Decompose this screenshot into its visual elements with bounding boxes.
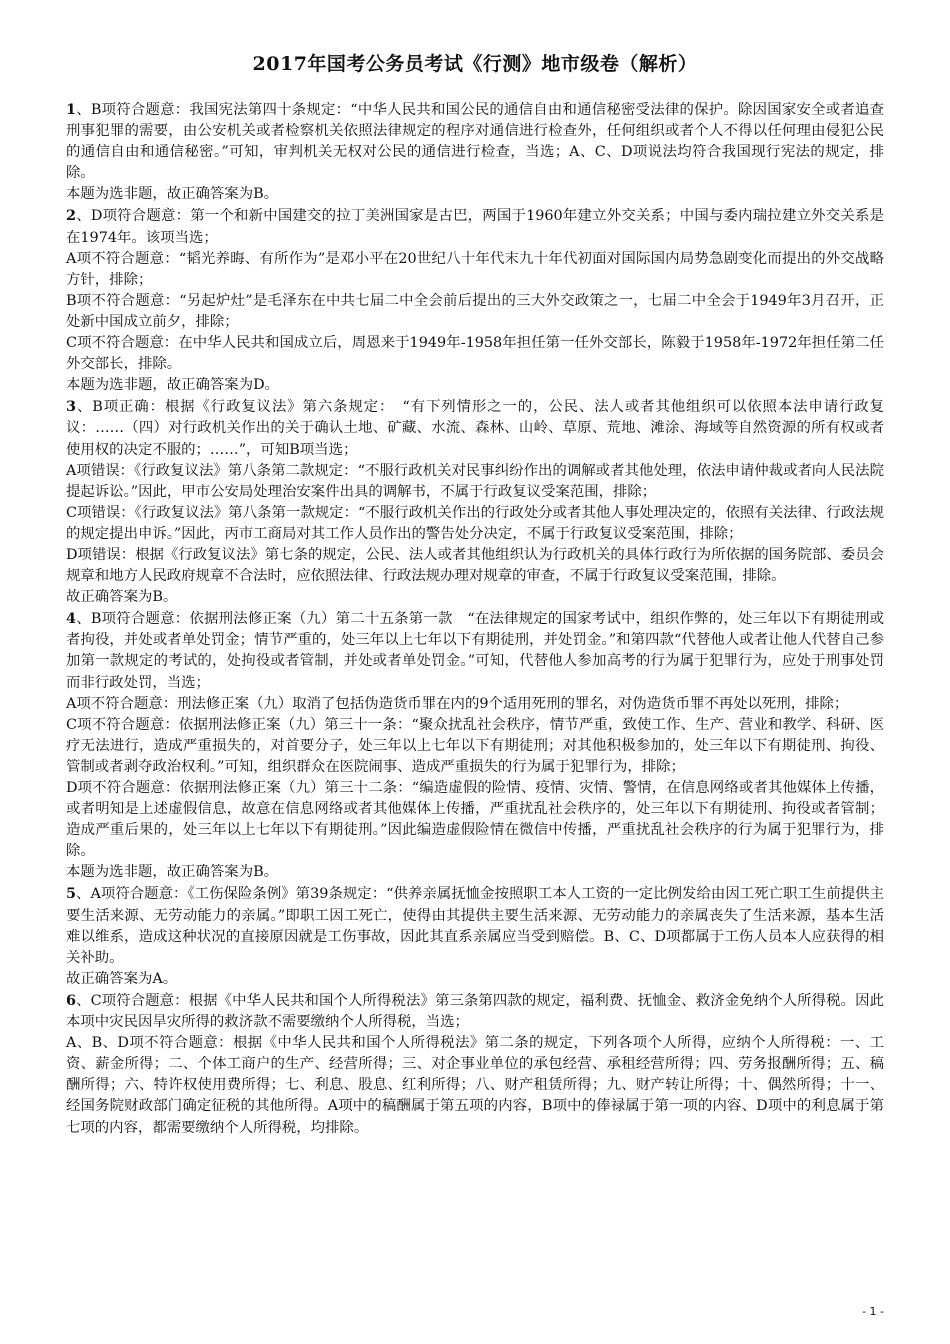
- paragraph-text: A项错误：《行政复议法》第八条第二款规定：“不服行政机关对民事纠纷作出的调解或者其他处理，依法申请仲裁或者向人民法院提起诉讼。”因此，甲市公安局处理治安案件出具的调解书，不属于行政复议受案范围，排除；: [66, 462, 884, 500]
- paragraph-text: 故正确答案为A。: [66, 970, 178, 987]
- paragraph: [66, 291, 884, 333]
- question-number: 6: [66, 991, 77, 1009]
- paragraph-text: 、B项正确：根据《行政复议法》第六条规定： “有下列情形之一的，公民、法人或者其他组织可以依照本法申请行政复议：……（四）对行政机关作出的关于确认土地、矿藏、水流、森林、山岭、草原、荒地、滩涂、海域等自然资源的所有权或者使用权的决定不服的；……”，可知B项当选；: [66, 399, 884, 458]
- paragraph: [66, 969, 884, 990]
- paragraph: [66, 990, 884, 1033]
- paragraph: [66, 396, 884, 460]
- paragraph-text: D项错误：根据《行政复议法》第七条的规定，公民、法人或者其他组织认为行政机关的具体行政行为所依据的国务院部、委员会规章和地方人民政府规章不合法时，应依照法律、行政法规办理对规章的审查，不属于行政复议受案范围，排除。: [66, 546, 884, 585]
- paragraph-text: 本题为选非题，故正确答案为D。: [66, 377, 280, 394]
- paragraph: [66, 375, 884, 396]
- paragraph: [66, 99, 884, 184]
- paragraph-text: C项不符合题意：在中华人民共和国成立后，周恩来于1949年-1958年担任第一任外交部长，陈毅于1958年-1972年担任第二任外交部长，排除。: [66, 335, 884, 373]
- paragraph: [66, 184, 884, 205]
- paragraph: [66, 545, 884, 587]
- paragraph-text: D项不符合题意：依据刑法修正案（九）第三十二条：“编造虚假的险情、疫情、灾情、警情，在信息网络或者其他媒体上传播，或者明知是上述虚假信息，故意在信息网络或者其他媒体上传播，严重扰乱社会秩序的，处三年以下有期徒刑、拘役或者管制；造成严重后果的，处三年以上七年以下有期徒刑。”因此编造虚假险情在微信中传播，严重扰乱社会秩序的行为属于犯罪行为，排除。: [66, 780, 884, 860]
- paragraph-text: 本题为选非题，故正确答案为B。: [66, 864, 279, 881]
- paragraph-text: 本题为选非题，故正确答案为B。: [66, 186, 279, 203]
- paragraph-text: C项错误：《行政复议法》第八条第一款规定：“不服行政机关作出的行政处分或者其他人事处理决定的，依照有关法律、行政法规的规定提出申诉。”因此，丙市工商局对其工作人员作出的警告处分决定，不属于行政复议受案范围，排除；: [66, 504, 884, 542]
- paragraph: [66, 1033, 884, 1138]
- paragraph: [66, 608, 884, 693]
- paragraph: [66, 587, 884, 608]
- paragraph: [66, 883, 884, 968]
- paragraph-text: 、B项符合题意：依据刑法修正案（九）第二十五条第一款 “在法律规定的国家考试中，组织作弊的，处三年以下有期徒刑或者拘役，并处或者单处罚金；情节严重的，处三年以上七年以下有期徒刑，并处罚金。”和第四款“代替他人或者让他人代替自己参加第一款规定的考试的，处拘役或者管制，并处或者单处罚金。”可知，代替他人参加高考的行为属于犯罪行为，应处于刑事处罚而非行政处罚，当选；: [66, 611, 884, 691]
- paragraph-text: C项不符合题意：依据刑法修正案（九）第三十一条：“聚众扰乱社会秩序，情节严重，致使工作、生产、营业和教学、科研、医疗无法进行，造成严重损失的，对首要分子，处三年以上七年以下有期徒刑；对其他积极参加的，处三年以下有期徒刑、拘役、管制或者剥夺政治权利。”可知，组织群众在医院闹事、造成严重损失的行为属于犯罪行为，排除；: [66, 716, 884, 775]
- page-number: - 1 -: [862, 1305, 884, 1318]
- paragraph-text: 、B项符合题意：我国宪法第四十条规定：“中华人民共和国公民的通信自由和通信秘密受法律的保护。除因国家安全或者追查刑事犯罪的需要，由公安机关或者检察机关依照法律规定的程序对通信进行检查外，任何组织或者个人不得以任何理由侵犯公民的通信自由和通信秘密。”可知，审判机关无权对公民的通信进行检查，当选；A、C、D项说法均符合我国现行宪法的规定，排除。: [66, 102, 884, 182]
- document-body: [66, 99, 884, 1139]
- paragraph-text: 、D项符合题意：第一个和新中国建交的拉丁美洲国家是古巴，两国于1960年建立外交关系；中国与委内瑞拉建立外交关系是在1974年。该项当选；: [66, 208, 884, 246]
- page-title: 2017年国考公务员考试《行测》地市级卷（解析）: [252, 53, 698, 75]
- paragraph: [66, 694, 884, 715]
- question-number: 2: [66, 207, 77, 225]
- paragraph-text: B项不符合题意：“另起炉灶”是毛泽东在中共七届二中全会前后提出的三大外交政策之一，七届二中全会于1949年3月召开，正处新中国成立前夕，排除；: [66, 292, 884, 330]
- question-number: 1: [66, 101, 77, 118]
- paragraph: [66, 461, 884, 503]
- paragraph: [66, 205, 884, 248]
- question-number: 4: [66, 610, 77, 628]
- paragraph-text: 、A项符合题意：《工伤保险条例》第39条规定：“供养亲属抚恤金按照职工本人工资的一定比例发给由因工死亡职工生前提供主要生活来源、无劳动能力的亲属。”即职工因工死亡，使得由其提供主要生活来源、无劳动能力的亲属丧失了生活来源，基本生活难以维系，造成这种状况的直接原因就是工伤事故，因此其直系亲属应当受到赔偿。B、C、D项都属于工伤人员本人应获得的相关补助。: [66, 886, 884, 966]
- paragraph-text: A项不符合题意：“韬光养晦、有所作为”是邓小平在20世纪八十年代末九十年代初面对国际国内局势急剧变化而提出的外交战略方针，排除；: [66, 250, 884, 288]
- paragraph: [66, 862, 884, 883]
- paragraph-text: 故正确答案为B。: [66, 589, 178, 606]
- paragraph: [66, 503, 884, 545]
- paragraph: [66, 249, 884, 291]
- paragraph-text: 、C项符合题意：根据《中华人民共和国个人所得税法》第三条第四款的规定，福利费、抚恤金、救济金免纳个人所得税。因此本项中灾民因旱灾所得的救济款不需要缴纳个人所得税，当选；: [66, 992, 884, 1031]
- paragraph-text: A、B、D项不符合题意：根据《中华人民共和国个人所得税法》第二条的规定，下列各项个人所得，应纳个人所得税：一、工资、薪金所得；二、个体工商户的生产、经营所得；三、对企事业单位的承包经营、承租经营所得；四、劳务报酬所得；五、稿酬所得；六、特许权使用费所得；七、利息、股息、红利所得；八、财产租赁所得；九、财产转让所得；十、偶然所得；十一、经国务院财政部门确定征税的其他所得。A项中的稿酬属于第五项的内容，B项中的俸禄属于第一项的内容、D项中的利息属于第七项的内容，都需要缴纳个人所得税，均排除。: [66, 1035, 884, 1136]
- paragraph: [66, 778, 884, 862]
- question-number: 3: [66, 398, 77, 416]
- paragraph: [66, 715, 884, 778]
- paragraph-text: A项不符合题意：刑法修正案（九）取消了包括伪造货币罪在内的9个适用死刑的罪名，对伪造货币罪不再处以死刑，排除；: [66, 695, 849, 712]
- paragraph: [66, 333, 884, 375]
- question-number: 5: [66, 885, 77, 903]
